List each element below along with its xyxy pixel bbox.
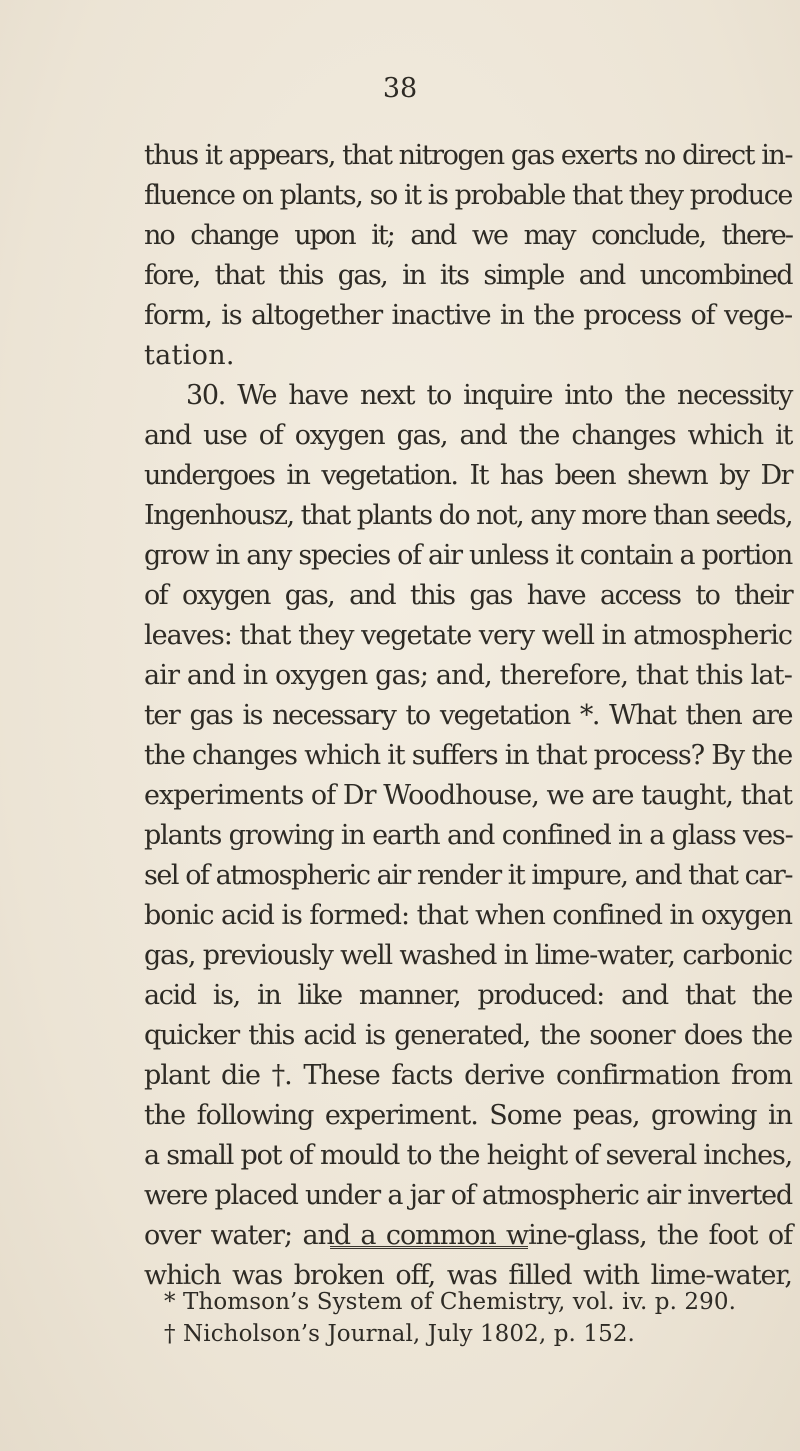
text-line: grow in any species of air unless it contain a portion bbox=[144, 540, 792, 571]
text-line: ter gas is necessary to vegetation *. What then are bbox=[144, 700, 792, 731]
text-line: 30. We have next to inquire into the necessity bbox=[186, 380, 792, 411]
text-line: fluence on plants, so it is probable that they produce bbox=[144, 180, 792, 211]
text-line: tation. bbox=[144, 340, 235, 371]
text-line: the following experiment. Some peas, growing in bbox=[144, 1100, 792, 1131]
text-line: sel of atmospheric air render it impure, and that car- bbox=[144, 860, 792, 891]
text-line: bonic acid is formed: that when confined in oxygen bbox=[144, 900, 792, 931]
text-line: over water; and a common wine-glass, the foot of bbox=[144, 1220, 792, 1251]
page-number: 38 bbox=[382, 73, 418, 104]
text-line: undergoes in vegetation. It has been shewn by Dr bbox=[144, 460, 792, 491]
text-line: form, is altogether inactive in the process of vege- bbox=[144, 300, 792, 331]
text-line: acid is, in like manner, produced: and that the bbox=[144, 980, 792, 1011]
text-line: a small pot of mould to the height of several inches, bbox=[144, 1140, 792, 1171]
text-line: the changes which it suffers in that process? By the bbox=[144, 740, 792, 771]
text-line: experiments of Dr Woodhouse, we are taught, that bbox=[144, 780, 792, 811]
text-line: gas, previously well washed in lime-water, carbonic bbox=[144, 940, 792, 971]
footnotes bbox=[164, 1286, 800, 1350]
text-line: fore, that this gas, in its simple and uncombined bbox=[144, 260, 792, 291]
text-line: plant die †. These facts derive confirmation from bbox=[144, 1060, 792, 1091]
text-line: leaves: that they vegetate very well in atmospheric bbox=[144, 620, 792, 651]
footnote-rule bbox=[330, 1246, 528, 1249]
text-line: plants growing in earth and confined in a glass ves- bbox=[144, 820, 793, 851]
footnote: † Nicholson’s Journal, July 1802, p. 152. bbox=[164, 1321, 635, 1347]
footnote: * Thomson’s System of Chemistry, vol. iv. p. 290. bbox=[164, 1289, 737, 1315]
text-line: thus it appears, that nitrogen gas exerts no direct in- bbox=[144, 140, 792, 171]
text-line: of oxygen gas, and this gas have access to their bbox=[144, 580, 792, 611]
text-line: quicker this acid is generated, the sooner does the bbox=[144, 1020, 792, 1051]
text-line: air and in oxygen gas; and, therefore, that this lat- bbox=[144, 660, 792, 691]
body-text bbox=[144, 136, 800, 1296]
text-line: Ingenhousz, that plants do not, any more than seeds, bbox=[144, 500, 792, 531]
text-line: and use of oxygen gas, and the changes which it bbox=[144, 420, 792, 451]
text-line: were placed under a jar of atmospheric air inverted bbox=[144, 1180, 792, 1211]
text-line: no change upon it; and we may conclude, there- bbox=[144, 220, 792, 251]
text-line: which was broken off, was filled with lime-water, bbox=[144, 1260, 792, 1291]
